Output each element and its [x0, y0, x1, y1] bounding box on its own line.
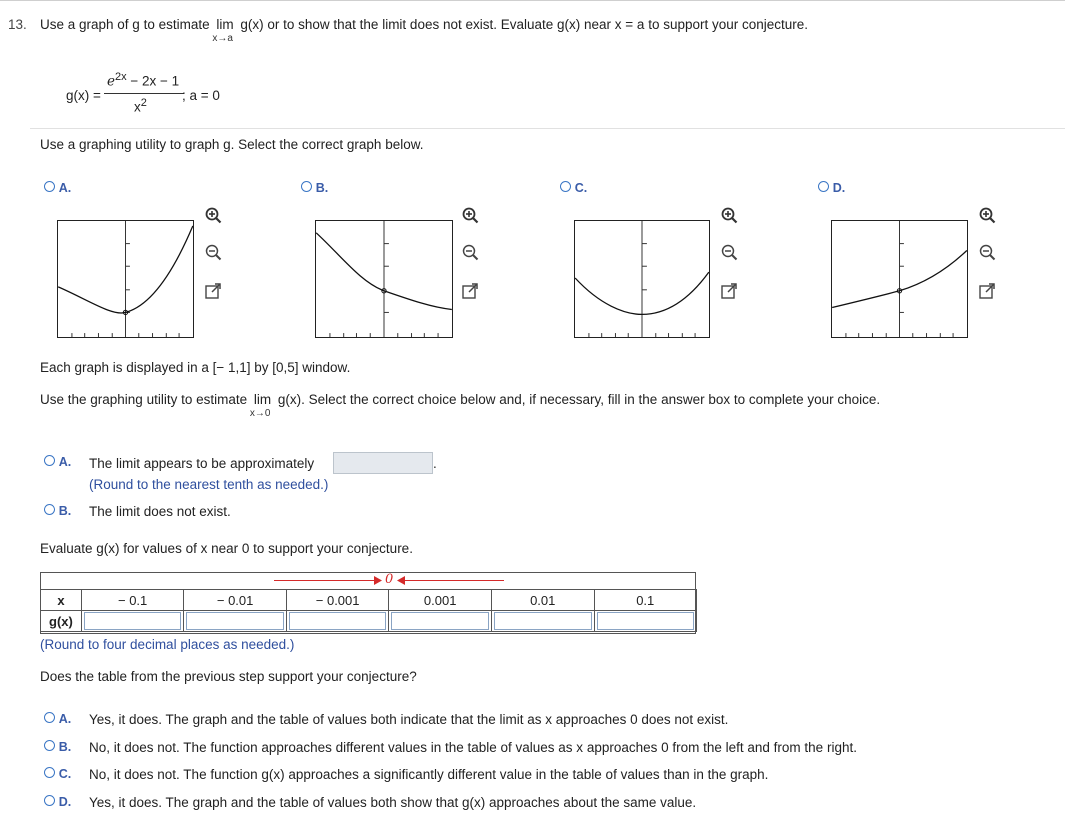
divider [30, 128, 1065, 129]
enlarge-icon[interactable] [720, 282, 738, 300]
enlarge-icon[interactable] [978, 282, 996, 300]
radio-d[interactable] [818, 181, 829, 192]
gx-row [41, 611, 697, 632]
gx-cell [491, 611, 594, 632]
zoom-in-icon[interactable] [720, 206, 738, 224]
support-option-a-text: Yes, it does. The graph and the table of values both indicate that the limit as x approaches 0 does not exist. [89, 712, 729, 727]
gx-input[interactable] [289, 612, 387, 630]
arrow-right-icon [374, 576, 382, 585]
approach-zero-label: 0 [385, 572, 394, 587]
limit-option-b[interactable]: B. [44, 503, 71, 518]
gx-cell [594, 611, 697, 632]
zoom-in-icon[interactable] [204, 206, 222, 224]
x-row [41, 590, 697, 611]
gx-cell [286, 611, 389, 632]
window-note: Each graph is displayed in a [− 1,1] by [0,5] window. [40, 360, 351, 375]
period: . [433, 456, 437, 471]
graph-a [57, 220, 194, 338]
radio-limit-a[interactable] [44, 455, 55, 466]
zoom-in-icon[interactable] [978, 206, 996, 224]
support-option-c[interactable]: C. [44, 766, 71, 781]
limit-notation: lim x→a [212, 17, 234, 44]
gx-input[interactable] [597, 612, 695, 630]
radio-limit-b[interactable] [44, 504, 55, 515]
x-cell: 0.1 [594, 590, 697, 611]
limit-notation: lim x→0 [249, 392, 272, 419]
round-four-hint: (Round to four decimal places as needed.) [40, 637, 295, 652]
limit-option-a[interactable]: A. [44, 454, 71, 469]
x-cell: − 0.01 [184, 590, 287, 611]
graph-d [831, 220, 968, 338]
x-cell: 0.01 [491, 590, 594, 611]
gx-input[interactable] [391, 612, 489, 630]
enlarge-icon[interactable] [461, 282, 479, 300]
x-cell: − 0.001 [286, 590, 389, 611]
gx-cell [389, 611, 492, 632]
radio-b[interactable] [301, 181, 312, 192]
radio-support-a[interactable] [44, 712, 55, 723]
gx-input[interactable] [494, 612, 592, 630]
radio-support-c[interactable] [44, 767, 55, 778]
zoom-out-icon[interactable] [720, 243, 738, 261]
numerator: $e^{2x} - 2x - 1$ [107, 71, 180, 90]
graph-b [315, 220, 453, 338]
graph-option-b[interactable]: B. [301, 180, 328, 195]
question-number: 13. [8, 17, 27, 32]
gx-cell [81, 611, 183, 632]
x-header: x [41, 590, 82, 611]
support-option-d[interactable]: D. [44, 794, 71, 809]
gx-input[interactable] [186, 612, 284, 630]
x-cell: 0.001 [389, 590, 492, 611]
limit-answer-input[interactable] [333, 452, 433, 474]
graph-c [574, 220, 710, 338]
gx-header: g(x) [41, 611, 82, 632]
support-option-c-text: No, it does not. The function g(x) approaches a significantly different value in the table of values than in the graph. [89, 767, 769, 782]
graph-option-a[interactable]: A. [44, 180, 71, 195]
graph-option-c[interactable]: C. [560, 180, 587, 195]
support-option-b[interactable]: B. [44, 739, 71, 754]
gx-cell [184, 611, 287, 632]
radio-support-b[interactable] [44, 740, 55, 751]
gx-input[interactable] [84, 612, 181, 630]
graph-option-d[interactable]: D. [818, 180, 845, 195]
radio-c[interactable] [560, 181, 571, 192]
values-table [40, 589, 697, 632]
denominator: $x^2$ [134, 97, 147, 115]
support-option-b-text: No, it does not. The function approaches different values in the table of values as x approaches 0 from the left and from the right. [89, 740, 857, 755]
zoom-out-icon[interactable] [461, 243, 479, 261]
support-option-d-text: Yes, it does. The graph and the table of values both show that g(x) approaches about the same value. [89, 795, 697, 810]
fraction-bar [104, 93, 184, 94]
left-arrow-line [274, 580, 378, 581]
zoom-out-icon[interactable] [978, 243, 996, 261]
limit-option-a-text: The limit appears to be approximately [89, 456, 315, 471]
top-border [0, 0, 1065, 1]
limit-prompt: Use the graphing utility to estimate lim x→0 g(x). Select the correct choice below and, if necessary, fill in the answer box to complete your choice. [40, 392, 881, 419]
radio-a[interactable] [44, 181, 55, 192]
round-tenth-hint: (Round to the nearest tenth as needed.) [89, 477, 329, 492]
graph-prompt: Use a graphing utility to graph g. Select the correct graph below. [40, 137, 424, 152]
enlarge-icon[interactable] [204, 282, 222, 300]
zoom-in-icon[interactable] [461, 206, 479, 224]
radio-support-d[interactable] [44, 795, 55, 806]
question-text: Use a graph of g to estimate lim x→a g(x) or to show that the limit does not exist. Evaluate g(x) near x = a to support your conjecture. [40, 17, 809, 44]
support-prompt: Does the table from the previous step support your conjecture? [40, 669, 417, 684]
table-prompt: Evaluate g(x) for values of x near 0 to support your conjecture. [40, 541, 413, 556]
right-arrow-line [402, 580, 504, 581]
support-option-a[interactable]: A. [44, 711, 71, 726]
x-cell: − 0.1 [81, 590, 183, 611]
limit-option-b-text: The limit does not exist. [89, 504, 231, 519]
zoom-out-icon[interactable] [204, 243, 222, 261]
